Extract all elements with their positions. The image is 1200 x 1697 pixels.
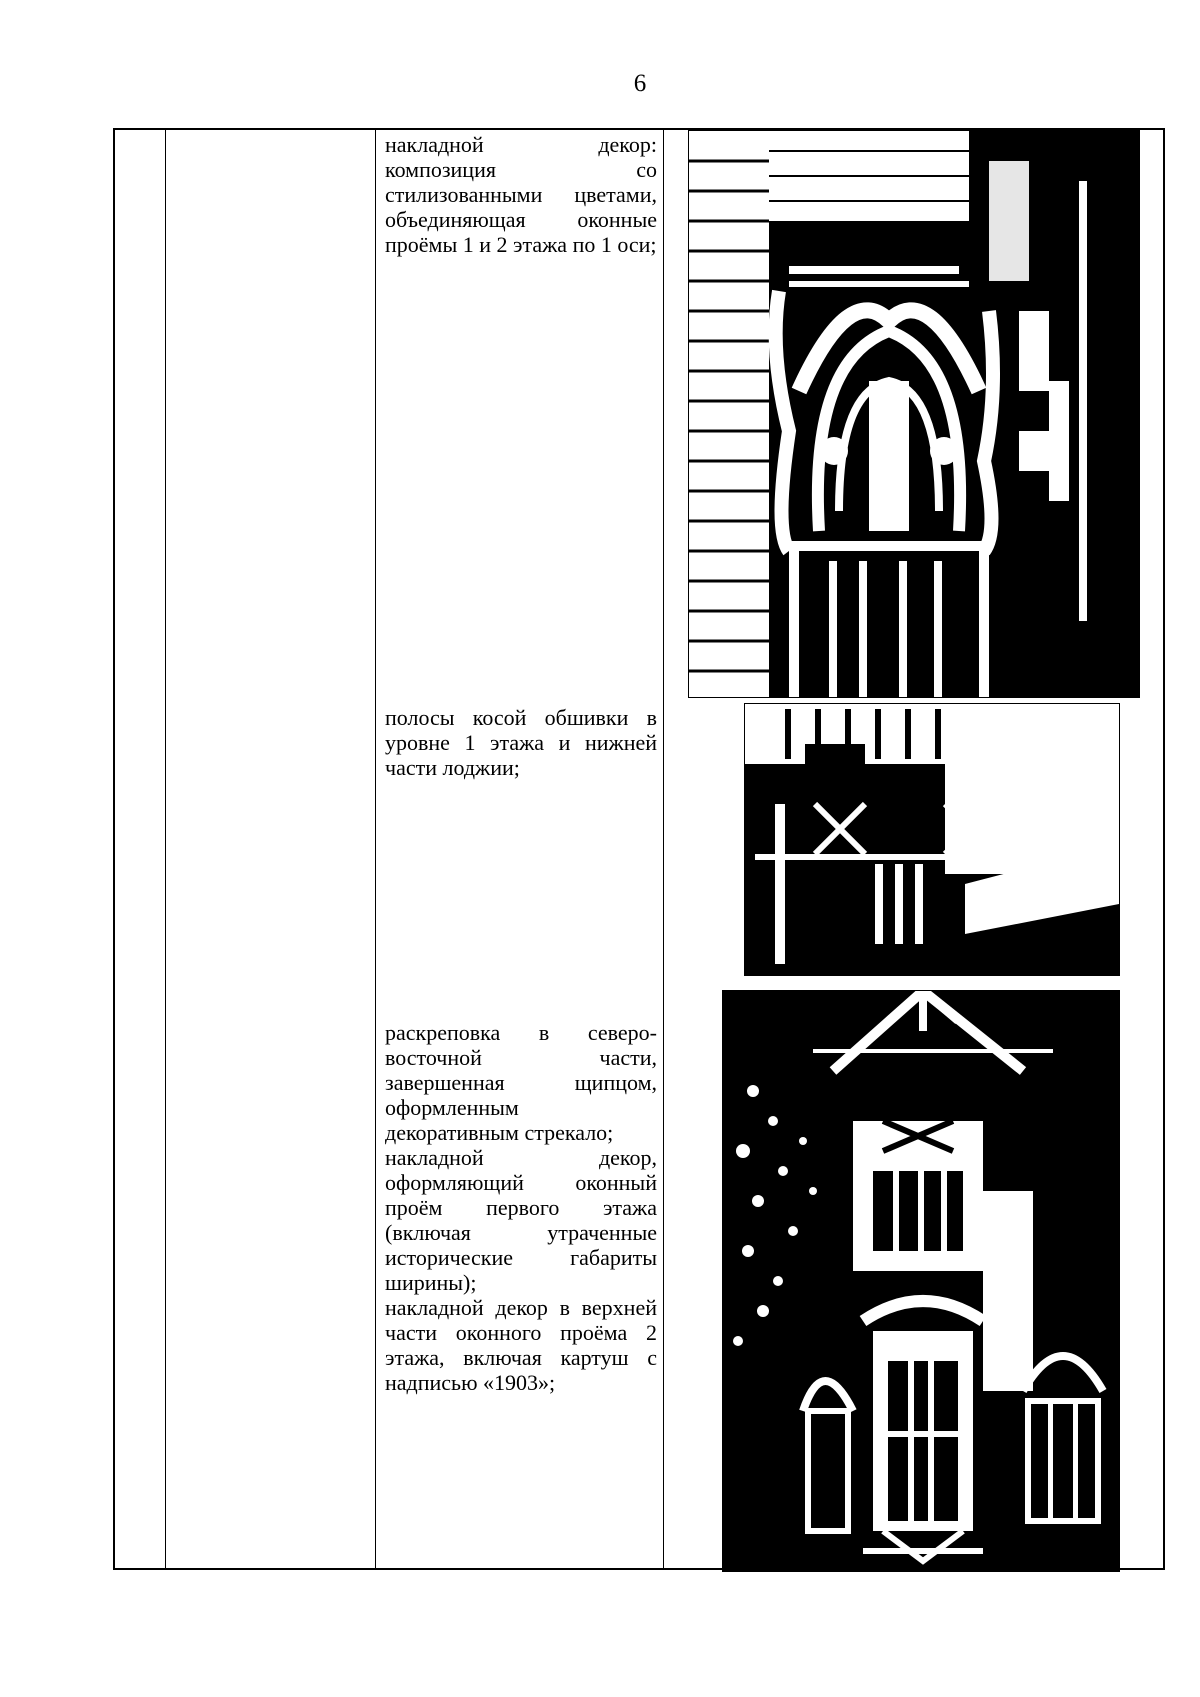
row-3-paragraph-1: раскреповка в северо-восточной части, завершенная щипцом, оформленным декоративным стрекало; (385, 1020, 657, 1145)
row-1-description (385, 132, 657, 257)
row-3-description (385, 1020, 657, 1395)
gable-facade-photo (722, 990, 1120, 1572)
loggia-photo (744, 703, 1120, 976)
column-divider-2 (375, 130, 376, 1568)
row-3-paragraph-2: накладной декор, оформляющий оконный проём первого этажа (включая утраченные исторические габариты ширины); (385, 1145, 657, 1295)
row-1-paragraph-1: накладной декор: композиция со стилизованными цветами, объединяющая оконные проёмы 1 и 2 этажа по 1 оси; (385, 132, 657, 257)
row-2-paragraph-1: полосы косой обшивки в уровне 1 этажа и нижней части лоджии; (385, 705, 657, 780)
page-number: 6 (633, 70, 647, 97)
table-frame (113, 128, 1165, 1570)
decor-window-photo (688, 130, 1140, 698)
row-2-description (385, 705, 657, 780)
row-3-paragraph-3: накладной декор в верхней части оконного проёма 2 этажа, включая картуш с надписью «1903»; (385, 1295, 657, 1395)
column-divider-3 (663, 130, 664, 1568)
column-divider-1 (165, 130, 166, 1568)
